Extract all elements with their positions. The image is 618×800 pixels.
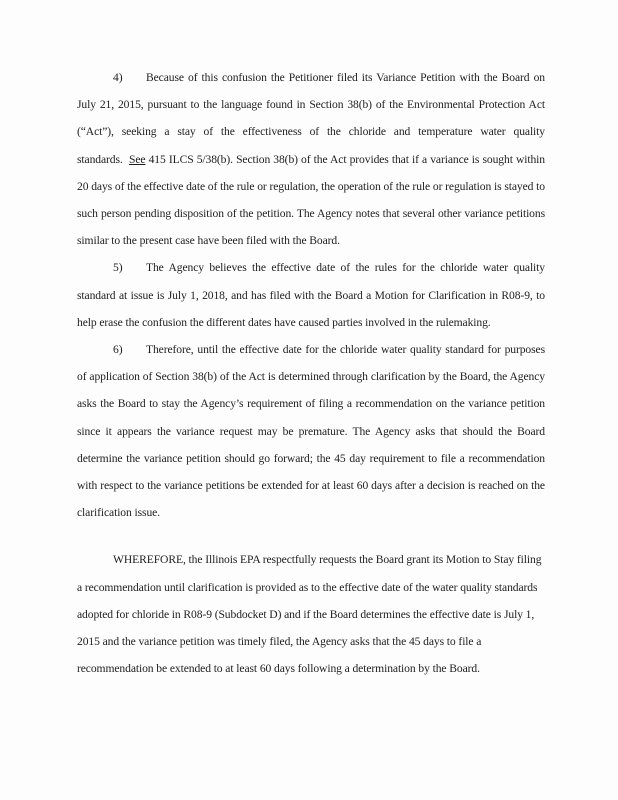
paragraph-5 — [77, 254, 545, 336]
text-line: Protection Act (“Act”), seeking a stay of the effectiveness of the chloride and temperature water — [77, 98, 545, 139]
text-line: WHEREFORE, the Illinois EPA respectfully requests the Board grant its Motion to Stay — [113, 553, 515, 567]
text-line: Board, the Agency asks the Board to stay the Agency’s requirement of filing a recommendation — [77, 370, 545, 411]
text-line: The Agency believes the effective date of the rules for the chloride water quality — [146, 261, 545, 275]
citation-signal: See — [128, 152, 146, 166]
text-line: the Board. — [432, 662, 480, 676]
paragraph-number: 5) — [113, 261, 123, 275]
wherefore-clause — [77, 546, 545, 682]
text-line: several other variance petitions similar to the present case have been filed with the Board. — [77, 207, 545, 248]
text-line: Therefore, until the effective date for the chloride water quality standard for — [146, 343, 501, 357]
text-line: 45 days to file a recommendation be extended to at least 60 days following a determination by — [77, 635, 482, 676]
text-line: 415 ILCS 5/38(b). Section 38(b) of the Act provides that if a variance is — [148, 152, 480, 166]
paragraph-number: 6) — [113, 343, 123, 357]
text-line: purposes of application of Section 38(b) of the Act is determined through clarification by the — [77, 343, 545, 384]
document-body — [77, 64, 545, 682]
text-line: standard at issue is July 1, 2018, and has filed with the Board a Motion for Clarification in R08- — [77, 288, 525, 302]
text-line: quality standards. — [77, 125, 545, 166]
text-line: filing a recommendation until clarification is provided as to the effective date of the water — [77, 553, 542, 594]
text-line: requirement to file a recommendation with respect to the variance petitions be extended for at — [77, 451, 545, 493]
text-line: 9, to help erase the confusion the different dates have caused parties involved in the rulemaking. — [77, 288, 545, 329]
text-line: on July 21, 2015, pursuant to the language found in Section 38(b) of the Environmental — [77, 71, 545, 112]
text-line: on the variance petition since it appears the variance request may be premature. The Agency — [77, 397, 545, 438]
paragraph-4 — [77, 64, 545, 254]
text-line: quality standards adopted for chloride in R08-9 (Subdocket D) and if the Board determines the — [77, 580, 538, 621]
text-line: regulation is stayed to such person pending disposition of the petition. The Agency notes that — [77, 179, 545, 221]
text-line: effective date is July 1, 2015 and the variance petition was timely filed, the Agency asks that the — [77, 607, 535, 649]
text-line: asks that should the Board determine the variance petition should go forward; the 45 day — [77, 424, 545, 465]
paragraph-6 — [77, 336, 545, 526]
paragraph-number: 4) — [113, 71, 123, 84]
text-line: sought within 20 days of the effective date of the rule or regulation, the operation of the rule or — [77, 152, 545, 193]
text-line: least 60 days after a decision is reached on the clarification issue. — [77, 479, 545, 520]
text-line: Because of this confusion the Petitioner filed its Variance Petition with the Board — [146, 71, 530, 84]
